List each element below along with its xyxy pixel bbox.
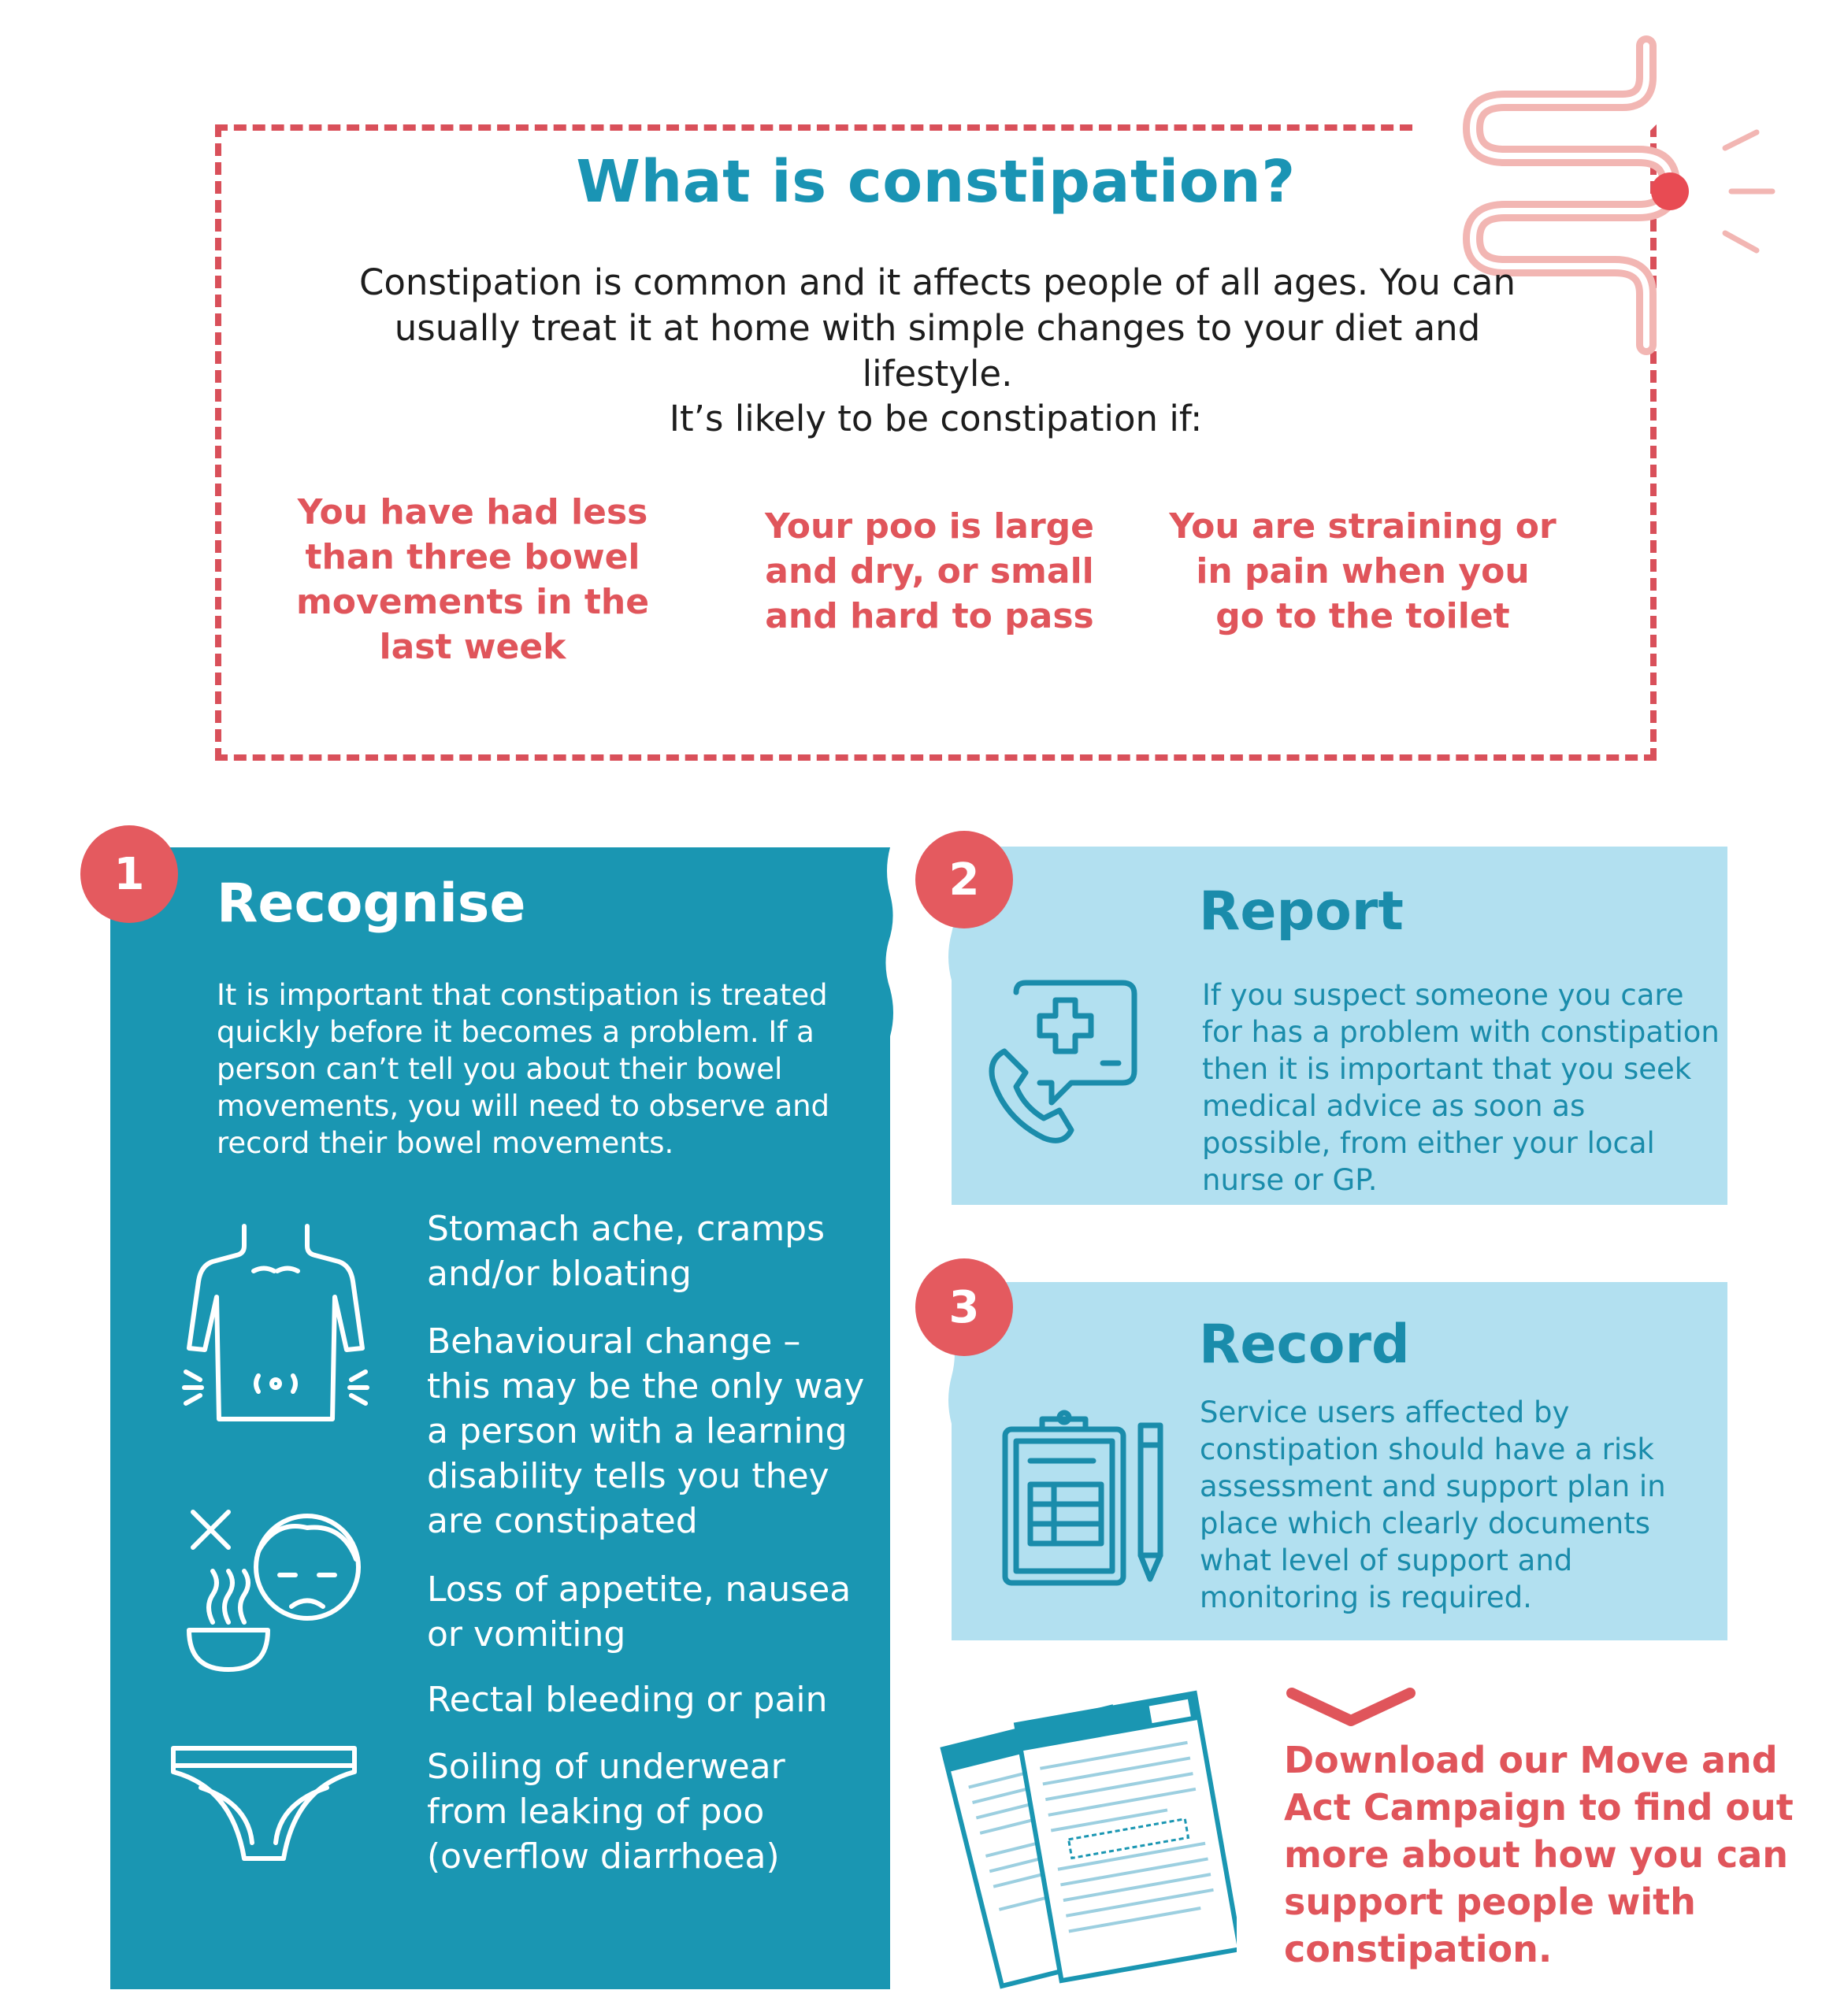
intro-box-top-border	[215, 124, 1412, 131]
record-title: Record	[1199, 1314, 1410, 1376]
report-text: If you suspect someone you care for has a problem with constipation then it is important that you seek medical advice as soon as possible, from either your local nurse or GP.	[1202, 978, 1720, 1197]
step-badge-1: 1	[80, 825, 178, 923]
intro-lead: It’s likely to be constipation if:	[669, 398, 1203, 439]
chevron-down-icon	[1284, 1685, 1418, 1732]
recognise-title: Recognise	[217, 873, 526, 935]
symptom-rectal-bleeding: Rectal bleeding or pain	[427, 1680, 828, 1720]
clipboard-icon	[999, 1410, 1172, 1591]
campaign-document-icon	[937, 1677, 1237, 2008]
symptom-appetite-loss: Loss of appetite, nausea or vomiting	[427, 1569, 852, 1655]
download-campaign-link[interactable]: Download our Move and Act Campaign to find out more about how you can support people with constipation.	[1284, 1739, 1794, 1970]
symptom-straining: You are straining or in pain when you go to the toilet	[1169, 506, 1557, 636]
torso-pain-icon	[181, 1222, 370, 1439]
record-text: Service users affected by constipation should have a risk assessment and support plan in place which clearly documents what level of support and monitoring is required.	[1200, 1395, 1666, 1614]
medical-phone-icon	[985, 976, 1142, 1150]
symptom-behaviour-change: Behavioural change – this may be the only way a person with a learning disability tells you they are constipated	[427, 1321, 865, 1541]
underwear-icon	[169, 1740, 358, 1866]
symptom-poo-size: Your poo is large and dry, or small and hard to pass	[764, 506, 1095, 636]
report-title: Report	[1199, 880, 1404, 943]
recognise-text: It is important that constipation is treated quickly before it becomes a problem. If a person can’t tell you about their bowel movements, you will need to observe and record their bowel movements.	[217, 978, 830, 1160]
intro-text: Constipation is common and it affects people of all ages. You can usually treat it at home with simple changes to your diet and lifestyle.	[358, 261, 1516, 395]
intro-title: What is constipation?	[576, 148, 1296, 216]
symptom-fewer-movements: You have had less than three bowel movements in the last week	[295, 492, 650, 667]
sick-face-icon	[181, 1496, 370, 1685]
step-badge-2: 2	[915, 831, 1013, 928]
step-badge-3: 3	[915, 1258, 1013, 1356]
symptom-stomach-ache: Stomach ache, cramps and/or bloating	[427, 1209, 826, 1294]
symptom-soiling: Soiling of underwear from leaking of poo (overflow diarrhoea)	[427, 1747, 785, 1877]
